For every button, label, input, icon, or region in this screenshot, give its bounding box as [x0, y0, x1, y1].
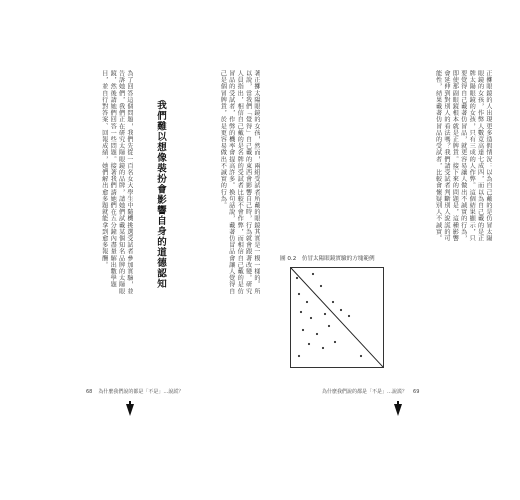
- figure-caption: 圖 0.2 仿冒太陽眼鏡實驗的方塊範例: [280, 256, 375, 262]
- left-page: [45, 70, 260, 410]
- matrix-dot: [328, 325, 330, 327]
- right-footer: [322, 388, 425, 395]
- matrix-dot: [360, 355, 362, 357]
- matrix-dot: [308, 343, 310, 345]
- matrix-dots: [296, 273, 362, 357]
- matrix-dot: [324, 313, 326, 315]
- matrix-figure: [291, 268, 383, 367]
- matrix-dot: [332, 301, 334, 303]
- left-running-title: 為什麼我們說的都是「不是」…說謊？: [98, 389, 184, 395]
- right-page-number: 69: [413, 389, 420, 395]
- right-running-title: 為什麼我們說的都是「不是」…說謊？: [322, 389, 408, 395]
- left-page-marker-icon: [126, 404, 134, 416]
- matrix-dot: [316, 333, 318, 335]
- matrix-dot: [296, 277, 298, 279]
- diagonal-line: [291, 268, 383, 367]
- right-page-marker-icon: [394, 404, 402, 416]
- matrix-dot: [322, 347, 324, 349]
- left-body-text-1: 著正擲太陽眼鏡的女孩，然而，兩組受試者所戴的眼鏡其實是一模一樣的。所以說，當我們「覺得」自己戴的東西會影響自己時，行為就會跟著改變。研究人員指出，相信自己戴的是名牌的受試者比較不會作弊，而相信自己戴的是仿冒品的受試者，作弊的機率會提高許多。換句話說，戴著仿冒品會讓人覺得自己是個冒牌貨，於是更容易做出不誠實的行為。: [219, 70, 260, 295]
- matrix-dot: [310, 317, 312, 319]
- figure-box: [290, 267, 384, 368]
- matrix-dot: [298, 293, 300, 295]
- matrix-dot: [306, 301, 308, 303]
- matrix-dot: [320, 285, 322, 287]
- matrix-dot: [340, 309, 342, 311]
- matrix-dot: [348, 315, 350, 317]
- left-footer: [86, 388, 183, 395]
- matrix-dot: [298, 355, 300, 357]
- matrix-dot: [300, 311, 302, 313]
- matrix-dot: [334, 341, 336, 343]
- right-body-text: 正擲眼鏡的人出現更多造假情況：以為自己戴的是仿冒太陽眼鏡的女孩，作弊人數竟高達七成四，而以為自己戴的是正牌太陽眼鏡的女孩，只有三成的人作弊。這個結果顯示，只要覺得自己戴著仿冒品，就更容易讓人做出不誠實的行為，即使那副眼鏡根本就是正牌貨。接下來的問題是，這種影響會延伸到對別人的看法嗎？我們請受試者判斷別人說謊的可能性，結果戴著仿冒品的受試者，比較會懷疑別人不誠實。: [434, 70, 492, 242]
- matrix-dot: [302, 329, 304, 331]
- section-heading: 我們難以想像裝扮會影響自身的道德認知: [155, 100, 166, 289]
- left-body-text-2: 為了回答這個問題，我們先從一百名女大學生中隨機挑選受試者參加實驗，並告訴她們，我們正在研究太陽眼鏡的品牌，請她們試戴某個知名品牌的太陽眼鏡，然後請她們回答一些問題。接著我們請她們在五分鐘內盡量解出數學題目，並自行對答案、回報成績，她們解出愈多題就能拿到愈多報酬。: [100, 70, 133, 295]
- left-page-number: 68: [86, 389, 93, 395]
- matrix-dot: [312, 273, 314, 275]
